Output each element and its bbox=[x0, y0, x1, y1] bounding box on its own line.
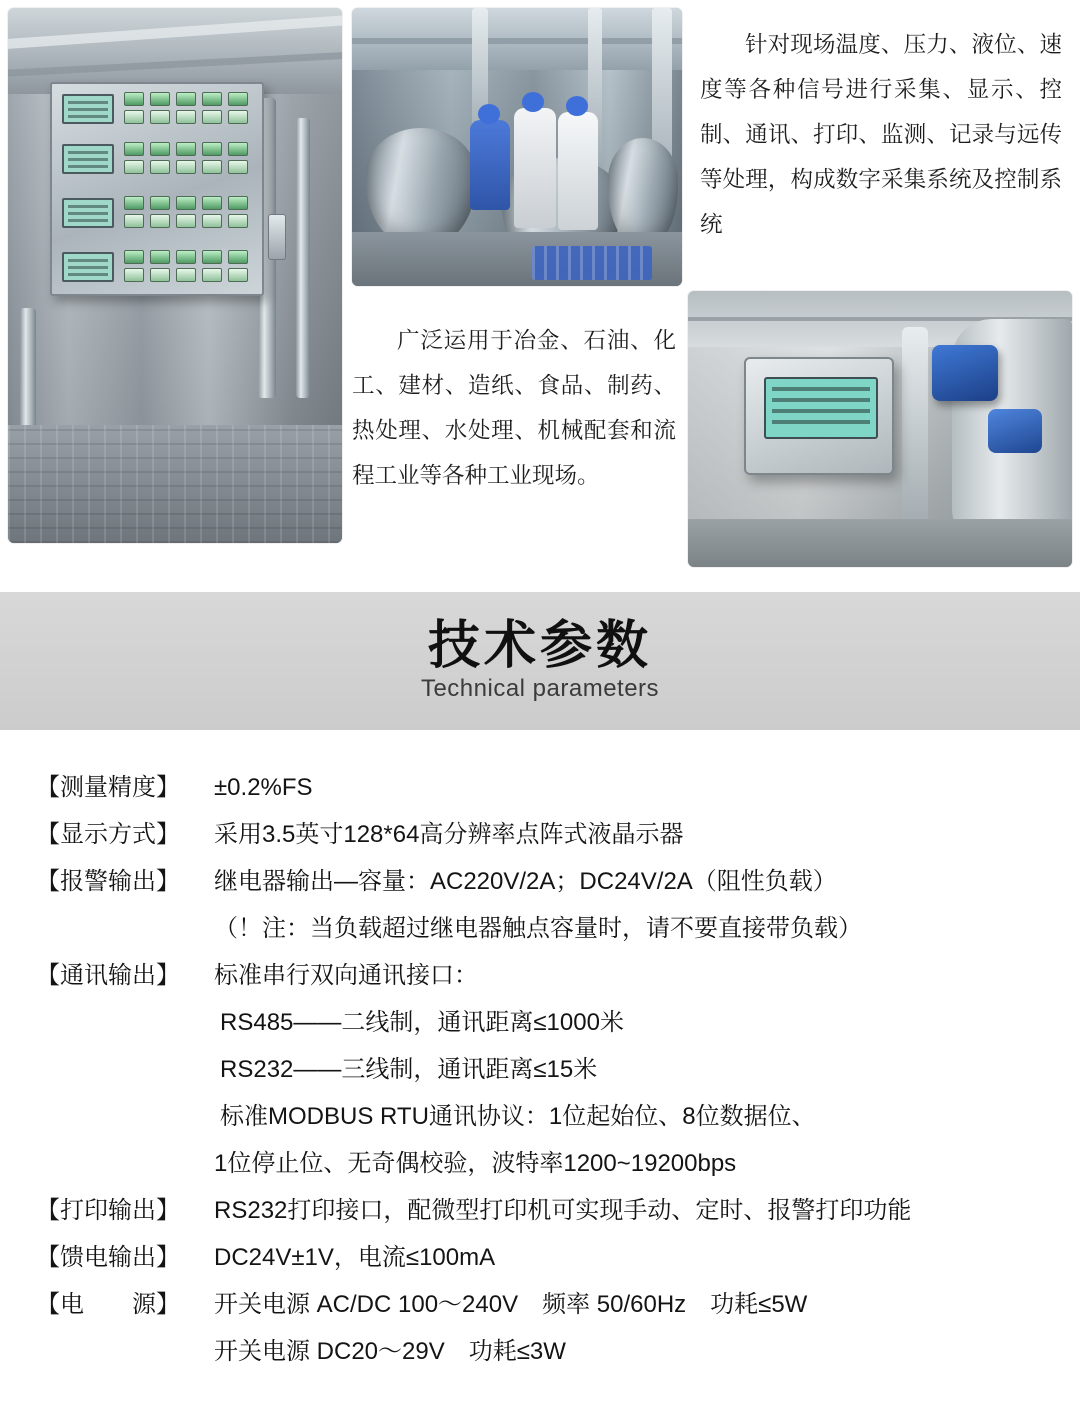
intro-paragraph-right-text: 针对现场温度、压力、液位、速度等各种信号进行采集、显示、控制、通讯、打印、监测、记录与远传等处理，构成数字采集系统及控制系统 bbox=[700, 32, 1062, 237]
worker-head bbox=[478, 104, 500, 124]
pipe-decor bbox=[902, 327, 928, 547]
floor-decor bbox=[688, 519, 1072, 567]
meter-row bbox=[62, 90, 256, 130]
meter-row bbox=[62, 194, 256, 234]
spec-value bbox=[214, 1281, 1044, 1375]
floor-decor bbox=[8, 425, 342, 543]
spec-value bbox=[214, 952, 1044, 1187]
transmitter-enclosure bbox=[744, 357, 894, 475]
worker-head bbox=[566, 96, 588, 116]
meter-lcd bbox=[62, 252, 114, 282]
spec-key: 【测量精度】 bbox=[36, 774, 180, 801]
spec-line: 开关电源 DC20～29V 功耗≤3W bbox=[214, 1338, 566, 1365]
spec-line: 1位停止位、无奇偶校验，波特率1200~19200bps bbox=[214, 1150, 737, 1177]
spec-value bbox=[214, 858, 1044, 952]
spec-value bbox=[214, 764, 1044, 811]
spec-row-power-supply bbox=[36, 1281, 1044, 1375]
spec-row-communication-output bbox=[36, 952, 1044, 1187]
spec-line: （！注：当负载超过继电器触点容量时，请不要直接带负载） bbox=[214, 915, 862, 942]
tank-decor bbox=[366, 128, 476, 248]
spec-row-print-output bbox=[36, 1187, 1044, 1234]
section-title-cn: 技术参数 bbox=[427, 616, 652, 675]
spec-line: DC24V±1V，电流≤100mA bbox=[214, 1244, 496, 1271]
spec-line: 标准串行双向通讯接口： bbox=[214, 962, 478, 989]
ceiling-decor bbox=[352, 8, 682, 70]
spec-key: 【报警输出】 bbox=[36, 868, 180, 895]
field-transmitter-photo bbox=[688, 291, 1072, 567]
spec-line: ±0.2%FS bbox=[214, 774, 313, 801]
cabinet-handle bbox=[268, 214, 286, 260]
spec-line: RS485——二线制，通讯距离≤1000米 bbox=[220, 1009, 624, 1036]
control-cabinet-photo bbox=[8, 8, 342, 543]
spec-row-accuracy bbox=[36, 764, 1044, 811]
meter-lcd bbox=[62, 94, 114, 124]
spec-row-display bbox=[36, 811, 1044, 858]
meter-row bbox=[62, 248, 256, 288]
spec-key: 【馈电输出】 bbox=[36, 1244, 180, 1271]
worker-figure bbox=[470, 120, 510, 210]
spec-value bbox=[214, 1234, 1044, 1281]
spec-row-feed-output bbox=[36, 1234, 1044, 1281]
meter-lcd bbox=[62, 198, 114, 228]
spec-line: 开关电源 AC/DC 100～240V 频率 50/60Hz 功耗≤5W bbox=[214, 1291, 808, 1318]
factory-workers-photo bbox=[352, 8, 682, 286]
worker-figure bbox=[558, 112, 598, 230]
spec-value bbox=[214, 1187, 1044, 1234]
intro-paragraph-middle bbox=[352, 318, 676, 498]
meter-buttons bbox=[124, 196, 256, 230]
floor-mat-decor bbox=[532, 246, 652, 280]
meter-buttons bbox=[124, 142, 256, 176]
meter-buttons bbox=[124, 92, 256, 126]
spec-line: 标准MODBUS RTU通讯协议：1位起始位、8位数据位、 bbox=[220, 1103, 816, 1130]
spec-line: 采用3.5英寸128*64高分辨率点阵式液晶示器 bbox=[214, 821, 684, 848]
spec-key: 【通讯输出】 bbox=[36, 962, 180, 989]
spec-key: 【打印输出】 bbox=[36, 1197, 180, 1224]
meter-row bbox=[62, 140, 256, 180]
meter-lcd bbox=[62, 144, 114, 174]
pipe-decor bbox=[296, 118, 310, 398]
spec-value bbox=[214, 811, 1044, 858]
spec-line: RS232——三线制，通讯距离≤15米 bbox=[220, 1056, 598, 1083]
cabinet-panel bbox=[50, 82, 264, 296]
photo-collage bbox=[0, 0, 1080, 592]
spec-row-alarm-output bbox=[36, 858, 1044, 952]
section-title-en: Technical parameters bbox=[420, 675, 660, 703]
spec-line: RS232打印接口，配微型打印机可实现手动、定时、报警打印功能 bbox=[214, 1197, 912, 1224]
transmitter-lcd bbox=[764, 377, 878, 439]
blue-valve-actuator bbox=[988, 409, 1042, 453]
section-banner bbox=[0, 592, 1080, 730]
worker-figure bbox=[514, 108, 556, 228]
meter-buttons bbox=[124, 250, 256, 284]
intro-paragraph-right bbox=[700, 22, 1062, 247]
worker-head bbox=[522, 92, 544, 112]
spec-line: 继电器输出—容量：AC220V/2A；DC24V/2A（阻性负载） bbox=[214, 868, 837, 895]
blue-valve-actuator bbox=[932, 345, 998, 401]
intro-paragraph-middle-text: 广泛运用于冶金、石油、化工、建材、造纸、食品、制药、热处理、水处理、机械配套和流程工业等各种工业现场。 bbox=[352, 328, 676, 488]
spec-key: 【显示方式】 bbox=[36, 821, 180, 848]
spec-key: 【电 源】 bbox=[36, 1291, 180, 1318]
technical-parameters-list bbox=[0, 730, 1080, 1375]
